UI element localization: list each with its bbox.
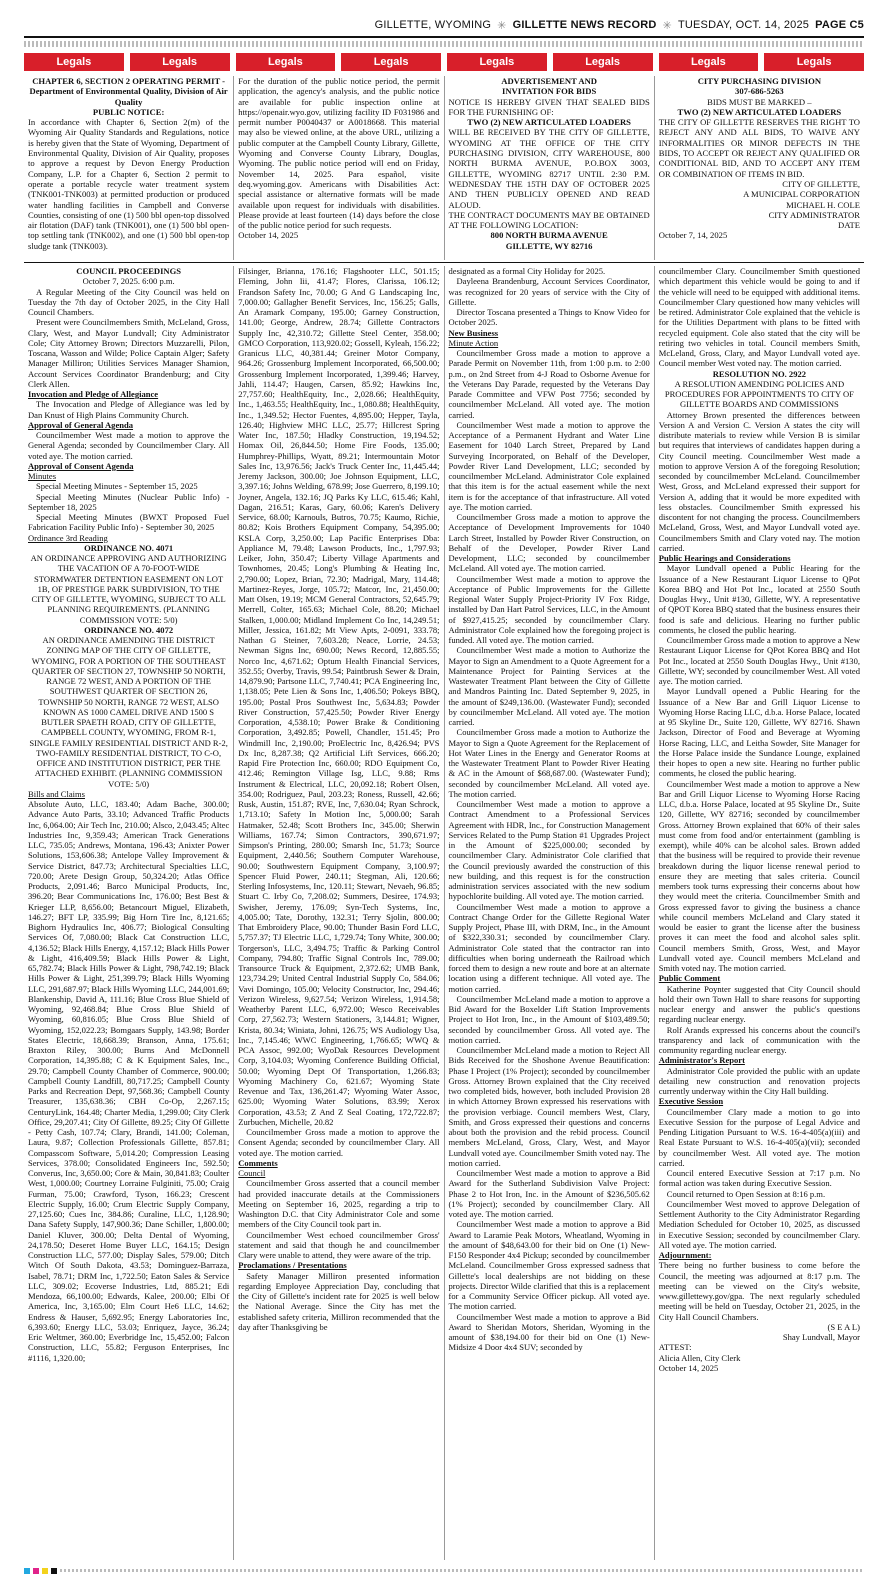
swatch-black [51, 1568, 57, 1574]
section-heading: Public Comment [658, 973, 721, 984]
legals-banner: Legals [236, 53, 336, 71]
paragraph: Councilmember Gross made a motion to approve a Parade Permit on November 11th, from 1:00 p.m. to 2:00 p.m., on 2nd Street from 4-J Road to Osborne Avenue for the Veterans Day Parade, requested by the Veterans Day Parade Committee and VFW Post 7756; seconded by councilmember McLeland. All voted aye. The motion carried. [448, 348, 650, 420]
masthead-separator-icon: ✳ [662, 19, 672, 32]
paragraph: Councilmember West made a motion to approve a New Bar and Grill Liquor License to Wyoming Horse Racing LLC, d.b.a. Horse Palace, located at 95 Skyline Dr., Suite 120, Gillette, WY 82716; seconded by councilmember Gross. Attorney Brown explained that 60% of their sales must come from food and/or entertainment (gambling is exempt), while 40% can be alcohol sales. Brown added that the business will be required to provide their revenue breakdown during the liquor license renewal period to ensure they are meeting that sales criteria. Council members took turns expressing their concerns about how they would meet the criteria. Councilmember Smith and Gross expressed favor to giving the business a chance while council members McLeland and Clary stated it would be easier to grant the license after the business proves it can meet the food and alcohol sales split. Council members Smith, Gross, West, and Mayor Lundvall voted aye. Council members McLeland and Smith voted nay. The motion carried. [658, 778, 860, 973]
paragraph: Councilmember Clary made a motion to go into Executive Session for the purpose of Legal Advice and Pending Litigation Pursuant to W.S. 16-4-405(a)(iii) and Real Estate Pursuant to W.S. 16-4-405(a)(vii); seconded by councilmember West. All voted aye. The motion carried. [658, 1106, 860, 1168]
section-heading: Approval of General Agenda [28, 419, 134, 430]
paragraph: Special Meeting Minutes - September 15, 2025 [36, 481, 198, 492]
swatch-magenta [33, 1568, 39, 1574]
notice-body: WILL BE RECEIVED BY THE CITY OF GILLETTE, WYOMING AT THE OFFICE OF THE CITY PURCHASING DIVISION, CITY WAREHOUSE, 800 NORTH BURMA AVENUE, P.O.BOX 3003, GILLETTE, WYOMING 82717 UNTIL 2:30 P.M. WEDNESDAY THE 15TH DAY OF OCTOBER 2025 AND THEN PUBLICLY OPENED AND READ ALOUD. [448, 127, 650, 210]
paragraph: Councilmember West made a motion to approve the Acceptance of a Permanent Hydrant and Water Line Easement for 1040 Larch Street, Prepared by Land Surveying Incorporated, on Behalf of the Developer, Powder River Land Development, LLC; seconded by councilmember McLeland. Administrator Cole explained that this item is for the actual easement while the next item is for the acceptance of that infrastructure. All voted aye. The motion carried. [448, 419, 650, 512]
paragraph: Katherine Poynter suggested that City Council should hold their own Town Hall to share reasons for supporting nuclear energy and answer the public's questions regarding nuclear energy. [658, 983, 860, 1025]
swatch-cyan [24, 1568, 30, 1574]
masthead-separator-icon: ✳ [497, 19, 507, 32]
section-heading: Invocation and Pledge of Allegiance [28, 389, 159, 399]
notice-purchasing-division [655, 76, 864, 260]
masthead [24, 14, 864, 36]
color-registration-swatches [24, 1568, 57, 1574]
paragraph: Council returned to Open Session at 8:16 p.m. [666, 1188, 826, 1199]
notice-subtitle: PUBLIC NOTICE: [92, 106, 165, 117]
notice-body: THE CITY OF GILLETTE RESERVES THE RIGHT TO REJECT ANY AND ALL BIDS, TO WAIVE ANY INFORMALITIES OR MINOR DEFECTS IN THE BIDS, TO ACCEPT OR REJECT ANY QUALIFIED OR CONDITIONAL BID, AND TO ACCEPT ANY ITEM OR COMBINATION OF ITEMS IN BID. [658, 117, 860, 179]
section-heading: Approval of Consent Agenda [28, 460, 134, 471]
paragraph: Mayor Lundvall opened a Public Hearing for the Issuance of a New Bar and Grill Liquor License to Wyoming Horse Racing LLC, d.b.a. Horse Palace, located at 95 Skyline Dr., Suite 120, Gillette, WY 82716. Shawn Jackson, Director of Food and Beverage at Wyoming Horse Racing, LLC, and Leitha Sowder, Site Manager for the Horse Palace inside the Sundance Lounge, explained their hopes to open a new site. Hearing no further public comments, he closed the public hearing. [658, 686, 860, 779]
notice-signature: MICHAEL H. COLE [786, 199, 860, 210]
paragraph: Councilmember West made a motion to Authorize the Mayor to Sign an Amendment to a Quote Agreement for a Maintenance Project for Painting Services at the Wastewater Treatment Plant between the City of Gillette and Mandros Painting Inc. Dated September 9, 2025, in the amount of $249,136.00. (Wastewater Fund); seconded by councilmember McLeland. All voted aye. The motion carried. [448, 645, 650, 727]
legals-banner: Legals [447, 53, 547, 71]
paragraph: Dayleena Brandenburg, Account Services Coordinator, was recognized for 20 years of service with the City of Gillette. [448, 276, 650, 307]
bills-list: Absolute Auto, LLC, 183.40; Adam Bache, 300.00; Advance Auto Parts, 33.10; Advanced Traffic Products Inc, 6,064.00; Air Tech Inc, 210.00; Alsco, 2,043.45; Altec Industries Inc, 9,359.43; American Track Generations LLC, 735.05; Andrews, Montana, 196.43; Anixter Power Solutions, 153,606.38; Antelope Valley Improvement & Service District, 847.73; Architectural Specialties LLC, 720.00; Arete Design Group, 50,324.20; Atlas Office Products, 2,091.46; Barco Municipal Products, Inc, 396.20; Bear Communications Inc, 176.00; Best Best & Krieger LLP, 8,656.00; Betancourt Miguel, Elizabeth, 146.27; BFT LP, 335.99; Big Horn Tire Inc, 8,121.65; Bighorn Hydraulics Inc, 406.77; Biological Consulting Services Of, 7,080.00; Black Cat Construction LLC, 4,136.52; Black Hills Energy, 4,157.12; Black Hills Power & Light, 416,409.59; Black Hills Power & Light, 65,782.74; Black Hills Power & Light, 798,742.19; Black Hills Power & Light, 251,399.79; Black Hills Wyoming LLC, 291,687.97; Black Hills Wyoming LLC, 244,001.69; Blankenship, David A, 111.16; Blue Cross Blue Shield of Wyoming, 92,468.84; Blue Cross Blue Shield of Wyoming, 60,816.05; Blue Cross Blue Shield of Wyoming, 152,022.23; Bomgaars Supply, 143.98; Border States Electric, 18,668.39; Branson, Anna, 175.61; Braxton Riley, 300.00; Burns And McDonnell Corporation, 14,395.88; C & K Equipment Sales, Inc., 29.70; Campbell County Chamber of Commerce, 900.00; Campbell County Landfill, 80,717.25; Campbell County Parks and Recreation Dept, 97,568.36; Campbell County Treasurer, 135,638.36; CBH Co-Op, 2,267.15; CenturyLink, 164.48; Charter Media, 1,299.00; City Clerk Office, 29,207.41; City Of Gillette, 89.25; City Of Gillette - Petty Cash, 107.74; Clary, Brandi, 141.00; Coleman, Laura, 9.87; Collection Professionals Gillette, 857.81; Compasscom Software, 5,014.20; Compression Leasing Services, 378.00; Consolidated Engineers Inc, 592.50; Converus, Inc, 3,650.00; Core & Main, 30,841.83; Coulter West, 1,000.00; Courtney Lorraine Fulginiti, 75.00; Craig Furman, 75.00; Crawford, Tyson, 166.23; Crescent Electric Supply, 16.00; Crum Electric Supply Company, 27,125.60; Cues Inc, 384.86; Curaline, LLC, 1,128.90; Dana Safety Supply, 147,900.36; Dane Schiller, 1,800.00; Daniel Kluver, 300.00; Delta Dental of Wyoming, 24,178.50; Deseret Home Buyer LLC, 164.15; Design Construction LLC, 577.00; Display Sales, 579.00; Ditch Witch Of South Dakota, 43.53; Dominguez-Barraza, Isabel, 78.71; DRM Inc, 1,722.50; Eaton Sales & Service LLC, 309.02; Ecoverse Industries, Ltd, 885.21; Edi Mendoza, 66,100.00; Edwards, Kalee, 200.00; Elbi Of America, Inc, 3,165.00; Elm Court He6 LLC, 14.62; Endress & Hauser, 5,692.95; Energy Laboratories Inc, 6,393.60; Energy LLC, 53.03; Enriquez, Jayce, 36.24; Eric Weltmer, 360.00; Everbridge Inc, 15,452.00; Falcon Construction, LLC, 55.82; Ferguson Enterprises, Inc #1116, 1,320.00; [28, 799, 230, 1363]
notice-phone: 307-686-5263 [735, 86, 784, 97]
notice-address: 800 NORTH BURMA AVENUE [490, 230, 608, 241]
resolution-text: A RESOLUTION AMENDING POLICIES AND PROCEDURES FOR APPOINTMENTS TO CITY OF GILLETTE BOARDS AND COMMISSIONS [664, 378, 854, 410]
clerk-signature: Alicia Allen, City Clerk [658, 1352, 741, 1363]
subheading: Minute Action [448, 337, 499, 348]
paragraph: designated as a formal City Holiday for 2025. [448, 266, 606, 276]
paragraph: Councilmember West made a motion to approve the Acceptance of Public Improvements for the Gillette Regional Water Supply Project-Priority IV Fox Ridge, installed by Dan Hart Patrol Services, LLC, in the Amount of $927,415.25; seconded by councilmember Clary. Administrator Cole explained how the foregoing project is funded. All voted aye. The motion carried. [448, 573, 650, 645]
legals-banner: Legals [130, 53, 230, 71]
legals-banner: Legals [764, 53, 864, 71]
notice-invitation-for-bids [445, 76, 655, 260]
paragraph: Councilmember McLeland made a motion to Reject All Bids Received for the Shoshone Avenue Beautification: Phase I Project (1% Project); seconded by councilmember Gross. Attorney Brown explained that the City received two completed bids, however, both included Provision 28 in which Attorney Brown expressed his reservations with the provision verbiage. Council members West, Clary, Smith, and Gross expressed their questions and concerns about both the provision and the rebid process. Council members McLeland, Gross, Clary, West, and Mayor Lundvall voted aye. Councilmember Smith voted nay. The motion carried. [448, 1045, 650, 1168]
dotted-rule [60, 1569, 864, 1572]
notice-public-inspection [234, 76, 444, 260]
mayor-signature: Shay Lundvall, Mayor [782, 1332, 860, 1342]
paragraph: Councilmember West moved to approve Delegation of Settlement Authority to the City Administrator Regarding Mediation Scheduled for October 10, 2025, as discussed in Executive Session; seconded by councilmember Clary. All voted aye. The motion carried. [658, 1198, 860, 1250]
legals-banner: Legals [341, 53, 441, 71]
notice-body: For the duration of the public notice period, the permit application, the agency's analysis, and the public notice are available for public inspection online at https://openair.wyo.gov, utilizing facility ID F031986 and permit number P0040437 or A0018668. This material may also be viewed online, at the above URL, utilizing a public computer at the Campbell County Library, Gillette, Wyoming and Converse County Library, Douglas, Wyoming. The public notice period will end on Friday, November 14, 2025. Para español, visite deq.wyoming.gov. Americans with Disabilities Act: special assistance or alternative formats will be made available upon request for individuals with disabilities. Please provide at least fourteen (14) days before the close of the public notice period for such requests. [238, 76, 440, 231]
paragraph: There being no further business to come before the Council, the meeting was adjourned at 8:17 p.m. The meeting can be viewed on the City's website, www.gillettewy.gov/gpa. The next regularly scheduled meeting will be held on Tuesday, October 21, 2025, in the City Hall Council Chambers. [658, 1260, 860, 1322]
notice-body: In accordance with Chapter 6, Section 2(m) of the Wyoming Air Quality Standards and Regulations, notice is hereby given that the State of Wyoming, Department of Environmental Quality, Division of Air Quality, proposes to approve a request by Devon Energy Production Company, L.P. for a Chapter 6, Section 2 permit to operate a portable recycle water treatment system (TNK001-TNK003) at permitted production or produced water handling facilities in Campbell and Converse Counties, consisting of one (1) 500 bbl open-top dissolved air flotation (DAF) tank (TNK001), one (1) 500 bbl open-top settling tank (TNK002), and one (1) 500 bbl open-top sludge tank (TNK003). [28, 117, 230, 251]
paragraph: Present were Councilmembers Smith, McLeland, Gross, Clary, West, and Mayor Lundvall; City Administrator Cole; City Attorney Brown; Directors Muzzarelli, Pilon, Toscana, Wasson and Wilde; Police Captain Alger; Safety Manager Milliron; Utilities Services Manager Shamion, Account Services Coordinator Brandenburg; and City Clerk Allen. [28, 317, 230, 389]
paragraph: Attorney Brown presented the differences between Version A and Version C. Version A states the city will distribute materials to review while Version B is similar but requires that interviews of candidates happen during a City Council meeting. Councilmember West made a motion to approve Version A of the foregoing Resolution; seconded by councilmember McLeland. Councilmember West, Gross, and McLeland expressed their support for Version A, adding that it would be more expedited with less obstacles. Councilmember Smith expressed his discontent for not changing the process. Councilmembers McLeland, Gross, West, and Mayor Lundvall voted aye. Councilmembers Smith and Clary voted nay. The motion carried. [658, 409, 860, 553]
paragraph: Councilmember West made a motion to approve a Contract Amendment to a Professional Services Agreement with HDR, Inc., for Construction Management Services Related to the Pump Station #1 Upgrades Project in the Amount of $225,000.00; seconded by councilmember Clary. Administrator Cole clarified that the Council previously awarded the construction of this new building, and this request is for the construction administration services associated with the new sodium hypochlorite building. All voted aye. The motion carried. [448, 799, 650, 902]
section-heading: New Business [448, 327, 499, 338]
subheading: Council [238, 1168, 266, 1178]
section-rule [24, 262, 864, 263]
column-1 [24, 266, 234, 1560]
paragraph: Councilmember Gross made a motion to Authorize the Mayor to Sign a Quote Agreement for the Replacement of Hot Water Lines in the Energy and Generator Rooms at the Wastewater Treatment Plant to Powder River Heating & AC in the Amount of $68,687.00. (Wastewater Fund); seconded by councilmember McLeland. All voted aye. The motion carried. [448, 727, 650, 799]
paragraph: Councilmember West made a motion to approve a Contract Change Order for the Gillette Regional Water Supply Project, Phase III, with DRM, Inc., in the Amount of $322,330.31; seconded by councilmember Clary. Administrator Cole stated that the contractor ran into difficulties when boring underneath the Railroad which forced them to design a new route and bore at an alternate location using a different technique. All voted aye. The motion carried. [448, 901, 650, 994]
notice-signature: CITY OF GILLETTE, [782, 178, 860, 189]
section-heading: Adjournment: [658, 1250, 712, 1260]
paragraph: Councilmember West echoed councilmember Gross' statement and said that though he and councilmember Clary were unable to attend, they were aware of the trip. [238, 1229, 440, 1260]
notice-title: INVITATION FOR BIDS [502, 86, 597, 97]
paragraph: Special Meeting Minutes (BWXT Proposed Fuel Fabrication Facility Public Info) - September 30, 2025 [28, 512, 230, 533]
paragraph: Councilmember West made a motion to approve the General Agenda; seconded by Councilmember Clary. All voted aye. The motion carried. [28, 430, 230, 461]
legals-banner-row [24, 53, 864, 71]
legals-banner: Legals [553, 53, 653, 71]
paragraph: Councilmember Gross asserted that a council member had provided inaccurate details at the Commissioners Meeting on September 16, 2025, regarding a trip to Washington D.C. that City Administrator Cole and some members of the City Council took part in. [238, 1178, 440, 1230]
masthead-page: PAGE C5 [815, 19, 864, 31]
meeting-date: October 7, 2025. 6:00 p.m. [82, 276, 175, 287]
paragraph: Councilmember Gross made a motion to approve a New Restaurant Liquor License for QPot Korea BBQ and Hot Pot Inc., located at 2550 South Douglas Hwy., Unit #130, Gillette, WY; seconded by councilmember West. All voted aye. The motion carried. [658, 635, 860, 686]
notice-title: CHAPTER 6, SECTION 2 OPERATING PERMIT - Department of Environmental Quality, Division of Air Quality [29, 76, 228, 107]
ordinance-text: AN ORDINANCE AMENDING THE DISTRICT ZONING MAP OF THE CITY OF GILLETTE, WYOMING, FOR A PORTION OF THE SOUTHEAST QUARTER OF SECTION 27, TOWNSHIP 50 NORTH, RANGE 72 WEST, AND A PORTION OF THE SOUTHWEST QUARTER OF SECTION 26, TOWNSHIP 50 NORTH, RANGE 72 WEST, ALSO KNOWN AS 1000 CAMEL DRIVE AND 1500 S BUTLER SPAETH ROAD, CITY OF GILLETTE, CAMPBELL COUNTY, WYOMING, FROM R-1, SINGLE FAMILY RESIDENTIAL DISTRICT AND R-2, TWO-FAMILY RESIDENTIAL DISTRICT, TO C-O, OFFICE AND INSTITUTION DISTRICT, PER THE ATTACHED EXHIBIT. (PLANNING COMMISSION VOTE: 5/0) [29, 635, 228, 789]
section-heading: Executive Session [658, 1096, 724, 1107]
paragraph: Special Meeting Minutes (Nuclear Public Info) - September 18, 2025 [28, 491, 230, 512]
paragraph: Councilmember West made a motion to approve a Bid Award to Laramie Peak Motors, Wheatland, Wyoming in the amount of $48,643.00 for their bid on One (1) New-F150 Responder 4x4 Pickup; seconded by councilmember McLeland. Councilmember Gross expressed sadness that Gillette's local dealerships are not bidding on these projects. Director Wilde clarified that this is a replacement for a Community Service Officer pickup. All voted aye. The motion carried. [448, 1219, 650, 1312]
paragraph: Director Toscana presented a Things to Know Video for October 2025. [448, 307, 650, 328]
paragraph: A Regular Meeting of the City Council was held on Tuesday the 7th day of October 2025, in the City Hall Council Chambers. [28, 286, 230, 317]
notice-signature: CITY ADMINISTRATOR [768, 209, 860, 220]
ordinance-title: ORDINANCE NO. 4071 [84, 542, 174, 553]
column-2 [234, 266, 444, 1560]
paragraph: Administrator Cole provided the public with an update detailing new construction and renovation projects currently underway within the City Hall building. [658, 1065, 860, 1096]
notice-signature: A MUNICIPAL CORPORATION [743, 189, 860, 200]
paragraph: Councilmember West made a motion to approve a Bid Award for the Sutherland Subdivision Valve Project: Phase 2 to Hot Iron, Inc. in the Amount of $236,505.62 (1% Project); seconded by councilmember Clary. All voted aye. The motion carried. [448, 1168, 650, 1219]
column-3 [445, 266, 655, 1560]
notice-signature: DATE [838, 220, 860, 231]
ordinance-text: AN ORDINANCE APPROVING AND AUTHORIZING THE VACATION OF A 70-FOOT-WIDE STORMWATER DETENTION EASEMENT ON LOT 1B, OF PRESTIGE PARK SUBDIVISION, TO THE CITY OF GILLETTE, WYOMING, SUBJECT TO ALL PLANNING REQUIREMENTS. (PLANNING COMMISSION VOTE: 5/0) [30, 553, 227, 625]
council-proceedings [24, 266, 864, 1560]
bills-list: Filsinger, Brianna, 176.16; Flagshooter LLC, 501.15; Fleming, John Iii, 41.47; Flores, Clarissa, 106.12; Frandson Safety Inc, 70.00; G And G Landscaping Inc, 7,000.00; Gallagher Benefit Services, Inc, 156.25; Galls, An Aramark Company, 195.00; Garney Construction, 141.00; George, Andrew, 28.74; Gillette Contractors Supply Inc, 42,310.72; Gillette Steel Center, 358.00; GMCO Corporation, 113,920.02; Gossell, Kyleah, 156.22; Granicus LLC, 40,381.44; Greiner Motor Company, 964.26; Grossenburg Implement Incorporated, 66,500.00; Grossenburg Implement Incorporated, 1,399.46; Harvey, Jahli, 114.47; Haugen, Carsen, 85.92; Hawkins Inc, 27,757.60; HealthEquity, Inc., 2,028.66; HealthEquity, Inc., 1,463.55; HealthEquity, Inc., 1,080.88; HealthEquity, Inc., 1,349.52; Hector Fuentes, 4,895.00; Hepper, Tayla, 126.40; Highview MHC LLC, 25.77; Hillcrest Spring Water Inc, 187.50; Hladky Construction, 19,194.52; Homax Oil, 26,844.50; Home Fire Foods, 135.00; Humphrey-Phillips, Wyatt, 89.21; Intermountain Motor Sales Inc, 13,976.56; Jack's Truck Center Inc, 11,445.44; Jeremy Jackson, 300.00; Joe Johnson Equipment, LLC, 3,397.16; Johns Welding, 678.99; Jose Guerrero, 8,199.10; Joyner, Angela, 132.16; JQ Parks Ky LLC, 615.46; Kahl, Dagan, 216.51; Karas, Gary, 60.06; Karen's Delivery Service, 68.00; Karnouls, Butros, 70.75; Kaumo, Richie, 80.82; Kois Brothers Equipment Company, 54,395.00; KSLA Corp, 3,250.00; Lap Pacific Enterprises Dba: Appliance M, 79.48; Lawson Products, Inc., 1,797.93; Leiker, John, 350.47; Liberty Village Apartments and Townhomes, 20.45; Long's Plumbing & Heating Inc, 2,790.00; Lopez, Brian, 72.30; Madrigal, Mary, 114.48; Martinez-Reyes, Jorge, 105.72; Matcor, Inc, 21,450.00; Matt Olsen, 19.19; MCM General Contractors, 52,645.79; Merrell, Colter, 165.63; Michael Cole, 88.20; Michael Stalken, 1,000.00; Midland Implement Co Inc, 14,249.51; Miller, Jessica, 161.82; Mt View Apts, 2-0091, 333.78; Nathan G Steiner, 7,603.28; Neace, Lorrie, 24.53; Newman Signs Inc, 690.00; News Record, 12,885.55; Norco Inc, 4,671.62; Optum Health Financial Services, 352.55; Overby, Travis, 99.54; Paintbrush Sewer & Drain, 14,879.90; Partsone LLC, 7,740.41; PCA Engineering Inc, 1,138.05; Pete Lien & Sons Inc, 1,406.50; Pokeys BBQ, 195.00; Postal Pros Southwest Inc, 5,634.83; Powder River Construction, 57,425.50; Powder River Energy Corporation, 4,538.10; Power Brake & Conditioning Corporation, 3,492.85; Powell, Chandler, 151.45; Pro Windmill Inc, 2,190.00; ProElectric Inc, 8,426.94; PVS Dx Inc, 8,287.38; Q2 Artificial Lift Services, 666.20; Rapid Fire Protection Inc, 660.00; RDO Equipment Co, 412.46; Remington Village Isg, LLC, 9.88; Rms Instrument & Electrical, LLC, 20,092.18; Robert Olsen, 354.00; Rodriguez, Paul, 203.23; Roness, Russell, 42.66; Rusk, Austin, 151.87; RVE, Inc, 7,630.04; Ryan Schrock, 1,713.10; Safety In Motion Inc, 5,000.00; Sarah Hatmaker, 52.48; Scott Brothers Inc, 345.00; Sherwin Williams, 167.74; Simon Contractors, 390,671.97; Simpson's Printing, 280.00; Smarsh Inc, 51.73; Source Equipment, 2,440.56; Southern Computer Warehouse, 90.00; Southwestern Equipment Company, 3,100.97; Spencer Fluid Power, 240.11; Stegman, Ali, 120.66; Sterling Infosystems, Inc, 120.11; Stewart, Nevaeh, 96.85; Stuart C. Irby Co, 7,208.02; Summers, Desiree, 174.93; Swisher, Jeremy, 176.09; Syn-Tech Systems, Inc, 4,005.00; Tate, Dorothy, 132.31; Terry Sjolin, 800.00; That Embroidery Place, 90.00; Thunder Basin Ford LLC, 5,757.37; TJ Electric LLC, 1,729.74; Tony White, 300.00; Torgerson's, LLC, 3,494.75; Traffic & Parking Control Company, 794.80; Traffic Signal Controls Inc, 789.00; Transource Truck & Equipment, 2,372.62; UMB Bank, 123,734.29; United Central Industrial Supply Co, 584.06; Vavi Domingo, 105.00; Velocity Constructor, Inc, 294.46; Verizon Wireless, 9,627.54; Verizon Wireless, 1,914.58; Weatherby Parent LLC, 6,972.00; Wesco Receivables Corp, 27,562.73; Western Stationers, 3,144.81; Wigner, Krista, 80.34; Winiata, Johni, 126.75; WS Audiology Usa, Inc., 7,145.46; WWC Engineering, 1,766.65; WWQ & PCA Assoc, 992.00; WyoDak Resources Development Corp, 3,104.03; Wyoming Conference Building Official, 50.00; Wyoming Dept Of Transportation, 1,266.83; Wyoming Machinery Co, 621.67; Wyoming State Revenue and Tax, 136,261.47; Wyoming Water Assoc, 625.00; Wyoming Water Solutions, 83.99; Xerox Corporation, 43.53; Z And Z Seal Coating, 172,722.87; Zurbuchen, Michelle, 20.82 [238, 266, 440, 1127]
subheading: Bills and Claims [28, 788, 85, 799]
publication-date: October 14, 2025 [658, 1362, 719, 1373]
masthead-location: GILLETTE, WYOMING [374, 19, 492, 31]
notice-date: October 7, 14, 2025 [658, 230, 728, 241]
legals-banner: Legals [24, 53, 124, 71]
notice-body: THE CONTRACT DOCUMENTS MAY BE OBTAINED AT THE FOLLOWING LOCATION: [448, 209, 650, 231]
column-4 [655, 266, 864, 1560]
legals-banner: Legals [659, 53, 759, 71]
paragraph: Councilmember McLeland made a motion to approve a Bid Award for the Boxelder Lift Station Improvements Project to Hot Iron, Inc., in the Amount of $103,489.50; seconded by councilmember Gross. All voted aye. The motion carried. [448, 993, 650, 1045]
notice-title: ADVERTISEMENT AND [501, 76, 597, 86]
paragraph: councilmember Clary. Councilmember Smith questioned which department this vehicle would be going to and if the vehicle will need to be equipped with additional items. Councilmember Clary questioned how many vehicles will be retired. Administrator Cole explained that the vehicle is for the Utilities Department with plans to be fitted with recycled equipment. Cole also stated that the city will be retiring two vehicles in total. Council members Smith, McLeland, Gross, Clary, and Mayor Lundvall voted aye. Council member West voted nay. The motion carried. [658, 266, 860, 369]
notice-item: TWO (2) NEW ARTICULATED LOADERS [467, 117, 631, 128]
paragraph: The Invocation and Pledge of Allegiance was led by Dan Knust of High Plains Community Church. [28, 399, 230, 420]
section-heading: Administrator's Report [658, 1055, 745, 1066]
seal: (S E A L) [827, 1321, 860, 1332]
masthead-paper: GILLETTE NEWS RECORD [512, 19, 657, 31]
notice-title: CITY PURCHASING DIVISION [697, 76, 822, 86]
notice-item: TWO (2) NEW ARTICULATED LOADERS [677, 106, 842, 117]
dotted-rule [24, 41, 864, 47]
subheading: Ordinance 3rd Reading [28, 532, 108, 543]
paragraph: Councilmember Gross made a motion to approve the Consent Agenda; seconded by councilmember Clary. All voted aye. The motion carried. [238, 1127, 440, 1158]
masthead-rule [24, 36, 864, 38]
masthead-date: TUESDAY, OCT. 14, 2025 [677, 19, 810, 31]
paragraph: Mayor Lundvall opened a Public Hearing for the Issuance of a New Restaurant Liquor License to QPot Korea BBQ and Hot Pot Inc., located at 2550 South Douglas Hwy., Unit #130, Gillette, WY. A representative of QPOT Korea BBQ stated that the business ensures their food is safe and delicious. Hearing no further public comments, he closed the public hearing. [658, 563, 860, 635]
paragraph: Safety Manager Milliron presented information regarding Employee Appreciation Day, concluding that the City of Gillette's incident rate for 2025 is well below the National Average. Since the City has met the established safety criteria, Milliron recommended that the day after Thanksgiving be [238, 1270, 440, 1332]
paragraph: Councilmember Gross made a motion to approve the Acceptance of Development Improvements for 1040 Larch Street, Installed by Powder River Construction, on Behalf of the Developer, Powder River Land Development, LLC; seconded by councilmember McLeland. All voted aye. The motion carried. [448, 512, 650, 574]
section-heading: Public Hearings and Considerations [658, 553, 791, 563]
paragraph: Rolf Arands expressed his concerns about the council's transparency and lack of communication with the community regarding nuclear energy. [658, 1024, 860, 1055]
notice-body: BIDS MUST BE MARKED – [707, 96, 812, 107]
section-title: COUNCIL PROCEEDINGS [76, 266, 181, 276]
notice-date: October 14, 2025 [238, 230, 299, 241]
swatch-yellow [42, 1568, 48, 1574]
notice-body: NOTICE IS HEREBY GIVEN THAT SEALED BIDS FOR THE FURNISHING OF: [448, 96, 650, 117]
notice-air-quality-permit [24, 76, 234, 260]
paragraph: Council entered Executive Session at 7:17 p.m. No formal action was taken during Executive Session. [658, 1168, 860, 1189]
notice-address: GILLETTE, WY 82716 [505, 240, 593, 251]
section-heading: Proclamations / Presentations [238, 1260, 347, 1271]
paragraph: Councilmember West made a motion to approve a Bid Award to Sheridan Motors, Sheridan, Wyoming in the amount of $38,194.00 for their bid on One (1) New-Midsize 4 Door 4x4 SUV; seconded by [448, 1311, 650, 1353]
top-notices [24, 76, 864, 260]
subheading: Minutes [28, 471, 57, 481]
resolution-title: RESOLUTION NO. 2922 [712, 368, 807, 379]
attest-label: ATTEST: [658, 1342, 692, 1353]
ordinance-title: ORDINANCE NO. 4072 [84, 624, 174, 635]
section-heading: Comments [238, 1157, 278, 1168]
